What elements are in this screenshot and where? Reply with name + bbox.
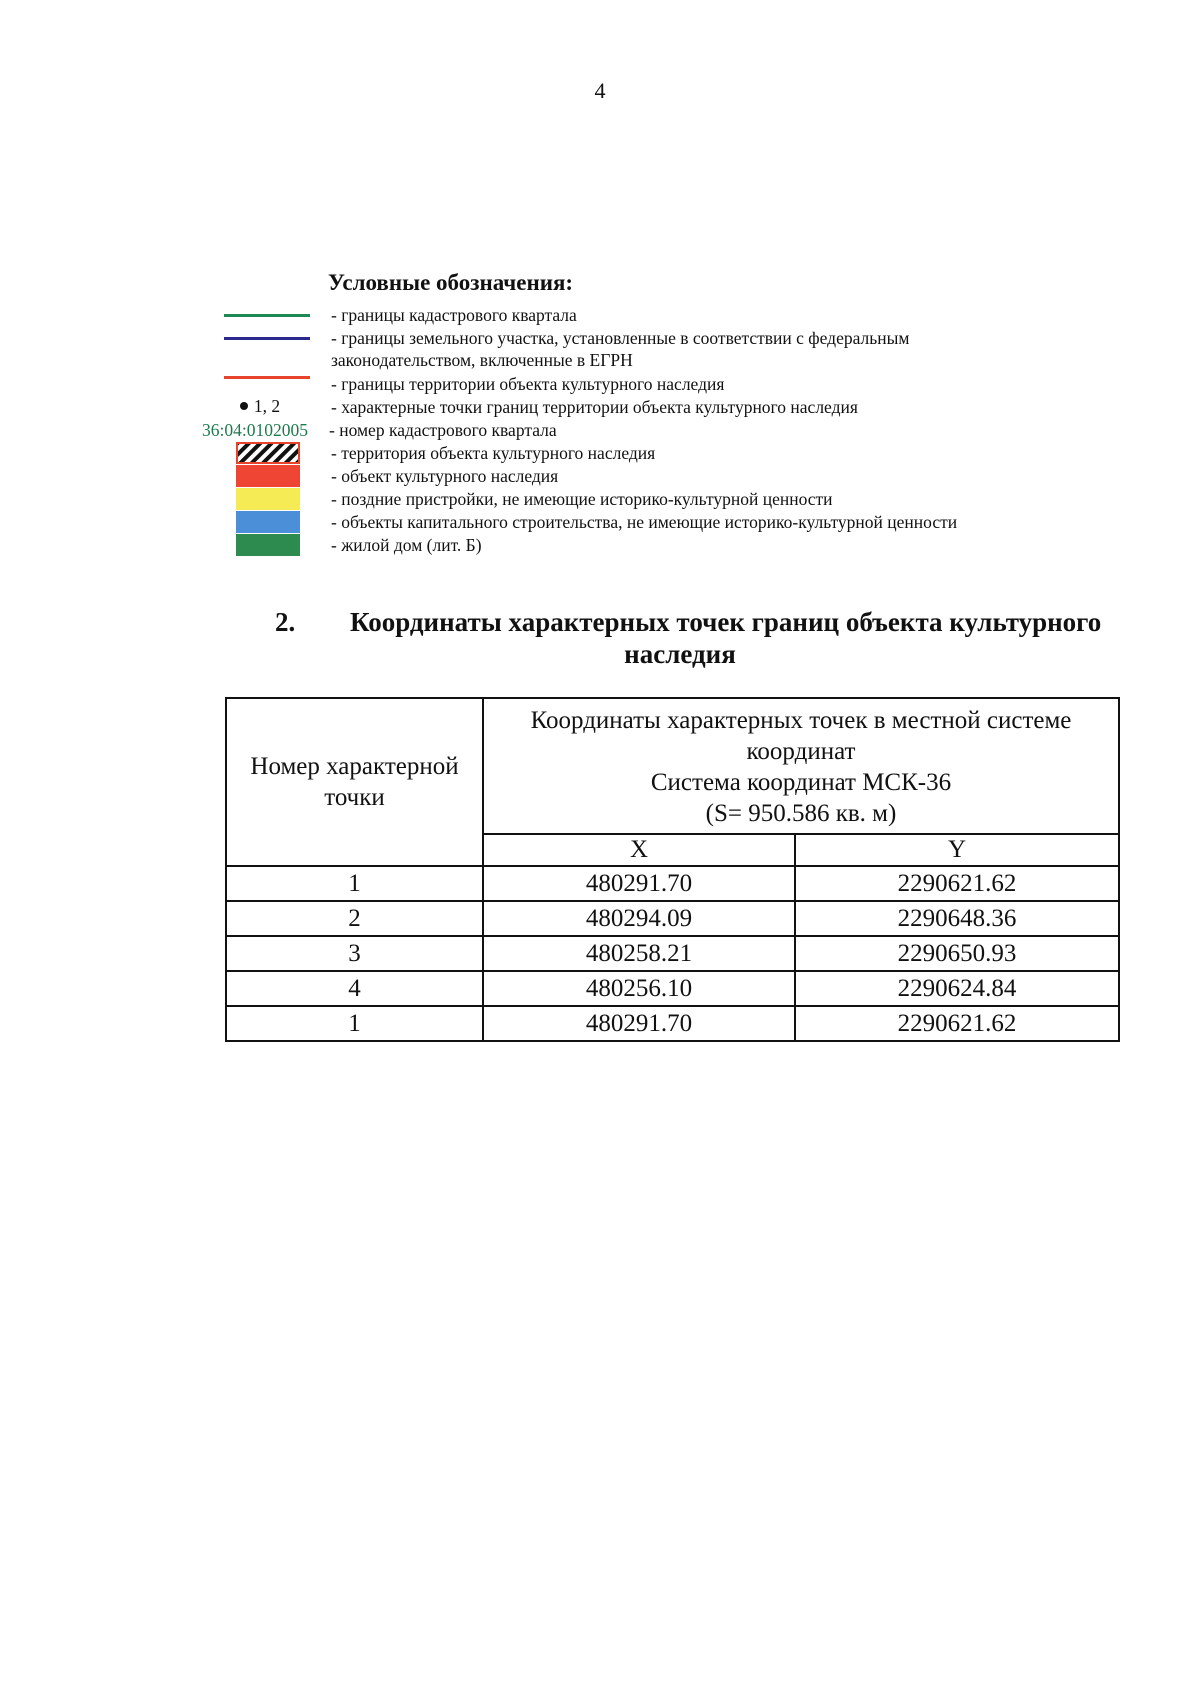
header-area: (S= 950.586 кв. м) — [705, 800, 897, 827]
legend-item-heritage-object — [190, 464, 1130, 486]
table-row — [226, 971, 1119, 1006]
legend-item-quarter-number — [190, 418, 1130, 440]
legend-item-text: законодательством, включенные в ЕГРН — [331, 350, 633, 370]
quarter-number-sample: 36:04:0102005 — [202, 420, 308, 440]
hatched-territory-swatch — [236, 442, 300, 464]
cell-point-number: 4 — [226, 971, 483, 1006]
legend-item-text: - характерные точки границ территории объекта культурного наследия — [331, 397, 858, 417]
cell-x: 480291.70 — [483, 1006, 795, 1041]
legend-item-text: - объекты капитального строительства, не имеющие историко-культурной ценности — [331, 512, 958, 532]
cell-x: 480258.21 — [483, 936, 795, 971]
cell-point-number: 2 — [226, 901, 483, 936]
legend-item-text: - границы территории объекта культурного наследия — [331, 374, 725, 394]
table-row — [226, 866, 1119, 901]
cell-x: 480256.10 — [483, 971, 795, 1006]
legend-item-text: - границы кадастрового квартала — [331, 305, 577, 325]
point-label: 1, 2 — [253, 396, 281, 416]
section-title-line1: Координаты характерных точек границ объекта культурного — [350, 607, 1102, 637]
cell-y: 2290624.84 — [795, 971, 1119, 1006]
legend-item-text: - объект культурного наследия — [331, 466, 559, 486]
table-row — [226, 901, 1119, 936]
legend-item-land-plot — [190, 326, 1130, 348]
cell-point-number: 1 — [226, 1006, 483, 1041]
table-row — [226, 936, 1119, 971]
legend-item-land-plot-cont — [190, 348, 1130, 370]
blue-line-swatch — [224, 337, 310, 340]
green-fill-swatch — [236, 534, 300, 556]
legend-item-text: - поздние пристройки, не имеющие историко-культурной ценности — [331, 489, 833, 509]
legend-item-capital-objects — [190, 510, 1130, 532]
section-title-line2: наследия — [624, 639, 736, 669]
header-point-number: Номер характерной точки — [226, 698, 483, 866]
legend-item-cadastral-quarter — [190, 303, 1130, 325]
legend-item-heritage-territory-line — [190, 372, 1130, 394]
blue-fill-swatch — [236, 511, 300, 533]
header-coordinate-system: Система координат МСК-36 — [650, 769, 952, 796]
legend-item-residential-house — [190, 533, 1130, 555]
page-number: 4 — [594, 78, 606, 103]
cell-x: 480294.09 — [483, 901, 795, 936]
legend-item-text: - жилой дом (лит. Б) — [331, 535, 482, 555]
cell-y: 2290650.93 — [795, 936, 1119, 971]
cell-y: 2290621.62 — [795, 1006, 1119, 1041]
cell-y: 2290648.36 — [795, 901, 1119, 936]
header-y: Y — [795, 834, 1119, 866]
header-coordinates-title: Координаты характерных точек в местной системе координат — [530, 707, 1072, 765]
table-row — [226, 1006, 1119, 1041]
red-fill-swatch — [236, 465, 300, 487]
coordinates-table — [225, 697, 1120, 1042]
legend-item-text: - номер кадастрового квартала — [329, 420, 557, 440]
legend-item-late-additions — [190, 487, 1130, 509]
cell-point-number: 3 — [226, 936, 483, 971]
point-marker-icon — [190, 395, 330, 417]
red-line-swatch — [224, 376, 310, 379]
green-line-swatch — [224, 314, 310, 317]
cell-point-number: 1 — [226, 866, 483, 901]
cell-y: 2290621.62 — [795, 866, 1119, 901]
legend-item-heritage-territory — [190, 441, 1130, 463]
cell-x: 480291.70 — [483, 866, 795, 901]
legend-item-text: - границы земельного участка, установленные в соответствии с федеральным — [331, 328, 910, 348]
header-coordinates — [483, 698, 1119, 834]
legend-title: Условные обозначения: — [328, 270, 574, 295]
section-number: 2. — [275, 607, 296, 637]
legend-item-characteristic-points — [190, 395, 1130, 417]
header-x: X — [483, 834, 795, 866]
yellow-fill-swatch — [236, 488, 300, 510]
legend-item-text: - территория объекта культурного наследия — [331, 443, 656, 463]
